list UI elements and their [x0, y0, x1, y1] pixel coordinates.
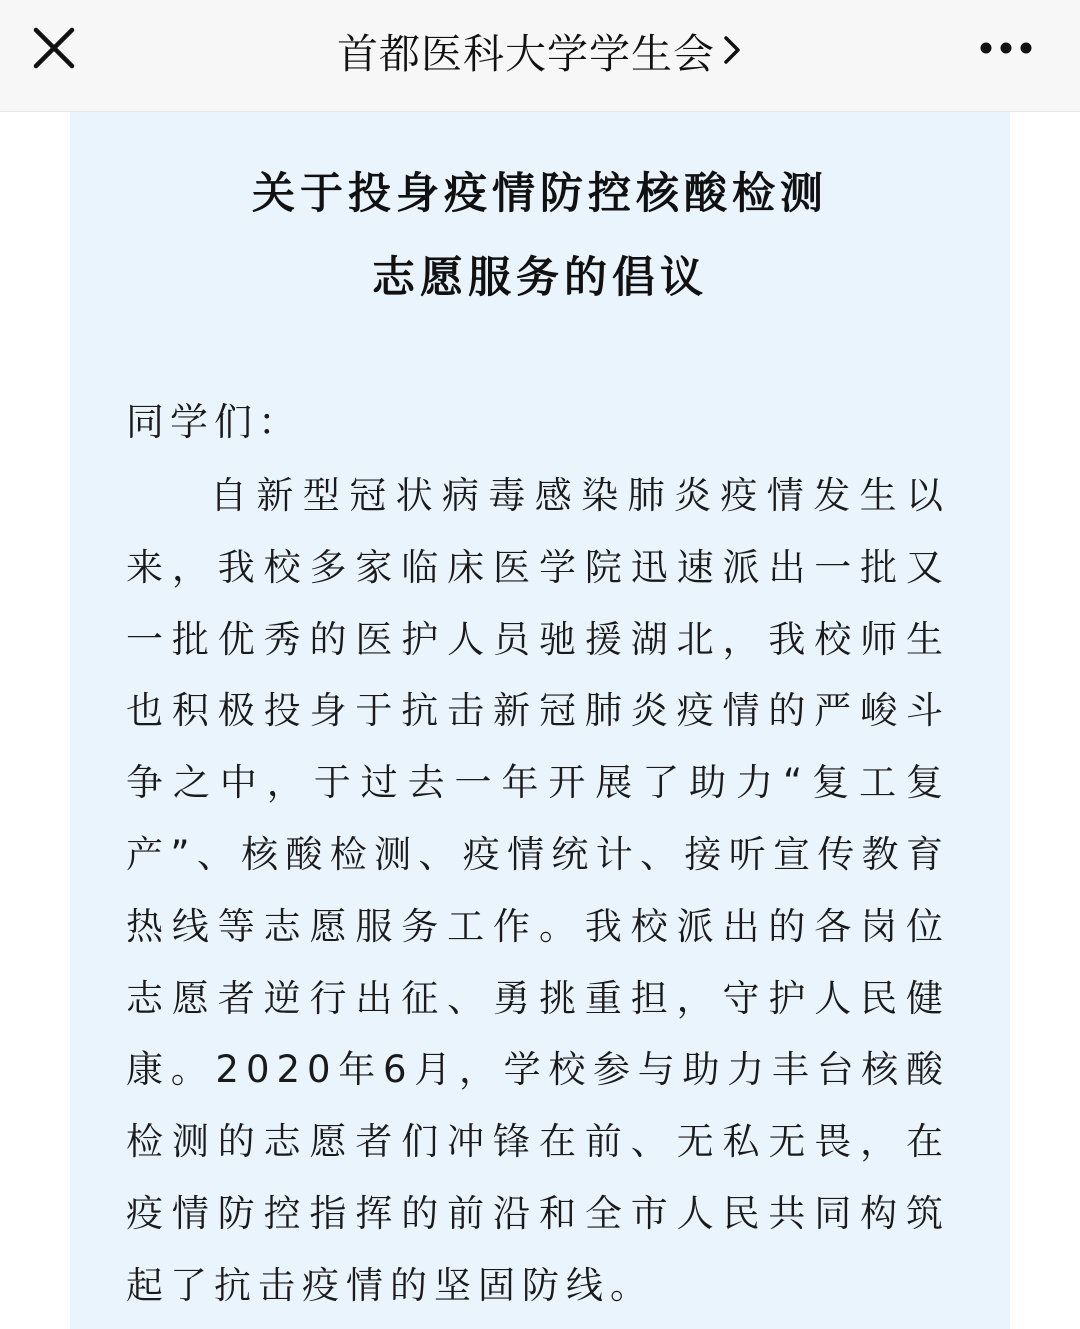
- close-button[interactable]: [24, 18, 84, 78]
- article-title-line-2: 志愿服务的倡议: [372, 253, 708, 303]
- close-icon: [24, 18, 84, 78]
- article-paragraph: 自新型冠状病毒感染肺炎疫情发生以来，我校多家临床医学院迅速派出一批又一批优秀的医护人员驰援湖北，我校师生也积极投身于抗击新冠肺炎疫情的严峻斗争之中，于过去一年开展了助力“复工复产”、核酸检测、疫情统计、接听宣传教育热线等志愿服务工作。我校派出的各岗位志愿者逆行出征、勇挑重担，守护人民健康。2020年6月，学校参与助力丰台核酸检测的志愿者们冲锋在前、无私无畏，在疫情防控指挥的前沿和全市人民共同构筑起了抗击疫情的坚固防线。: [126, 474, 950, 1307]
- top-navigation-bar: [0, 0, 1080, 112]
- greeting: 同学们：: [126, 400, 303, 444]
- article-content: [70, 112, 1010, 1329]
- article-title: [70, 152, 1010, 320]
- more-dots-icon: [972, 24, 1042, 72]
- article-title-line-1: 关于投身疫情防控核酸检测: [252, 169, 828, 219]
- account-title-link[interactable]: [200, 0, 880, 100]
- chevron-right-icon: [721, 32, 743, 68]
- account-name: 首都医科大学学生会: [337, 29, 715, 78]
- more-options-button[interactable]: [972, 24, 1042, 72]
